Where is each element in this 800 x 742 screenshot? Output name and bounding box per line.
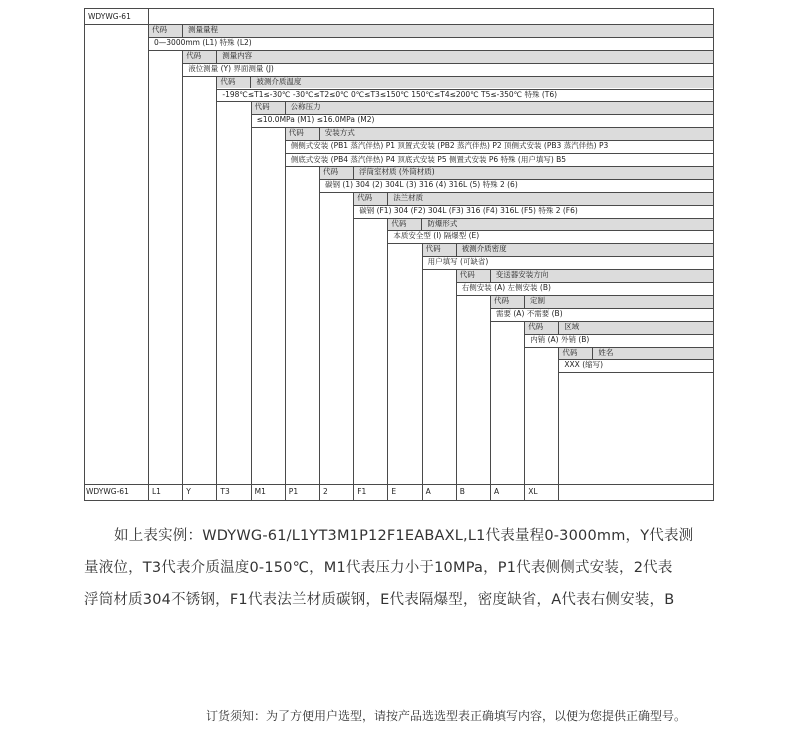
level-title: 变送器安装方向 — [495, 270, 549, 280]
code-divider — [387, 192, 388, 205]
example-notes — [84, 520, 724, 616]
level-title: 测量量程 — [188, 25, 218, 34]
note-line-1: 如上表实例：WDYWG-61/L1YT3M1P12F1EABAXL,L1代表量程0-3000mm，Y代表测 — [114, 528, 694, 544]
level-title: 被测介质温度 — [256, 76, 302, 86]
level-title: 姓名 — [598, 347, 614, 357]
column-rule — [422, 243, 423, 500]
level-title: 安装方式 — [324, 128, 355, 138]
level-title: 区域 — [564, 321, 580, 331]
code-divider — [456, 243, 457, 256]
level-options-2: 侧底式安装 (PB4 蒸汽伴热) P4 顶底式安装 P5 侧置式安装 P6 特殊 (用户填写) B5 — [290, 155, 567, 164]
example-code: XL — [528, 487, 538, 496]
example-code: E — [391, 487, 397, 496]
example-code: A — [494, 487, 500, 496]
code-divider — [319, 127, 320, 140]
frame-left — [84, 8, 85, 500]
code-header: 代码 — [494, 295, 509, 305]
header-shade — [149, 25, 713, 37]
level-options: ≤10.0MPa (M1) ≤16.0MPa (M2) — [256, 115, 375, 125]
code-header: 代码 — [391, 218, 407, 228]
code-header: 代码 — [186, 50, 202, 60]
model-title: WDYWG-61 — [88, 12, 131, 21]
level-options: 碳钢 (1) 304 (2) 304L (3) 316 (4) 316L (5) 特殊 2 (6) — [325, 179, 518, 189]
example-row-rule — [84, 484, 713, 485]
example-code: A — [425, 487, 431, 496]
header-shade — [525, 322, 713, 334]
code-divider — [524, 295, 525, 308]
level-options: 内销 (A) 外销 (B) — [530, 334, 590, 344]
level-options: 液位测量 (Y) 界面测量 (J) — [188, 63, 274, 73]
level-title: 定制 — [530, 295, 545, 305]
header-shade — [559, 348, 713, 360]
options-rule — [558, 372, 713, 373]
example-code: F1 — [357, 487, 367, 496]
example-code: M1 — [254, 487, 266, 496]
code-divider — [182, 24, 183, 37]
code-divider — [490, 269, 491, 282]
code-header: 代码 — [562, 347, 578, 357]
column-rule — [148, 24, 149, 500]
frame-right — [713, 8, 714, 500]
code-header: 代码 — [357, 192, 373, 202]
title-divider — [148, 8, 149, 24]
column-rule — [387, 218, 388, 501]
code-divider — [421, 218, 422, 231]
code-divider — [250, 76, 251, 89]
code-divider — [353, 166, 354, 179]
code-header: 代码 — [459, 270, 475, 280]
example-code: Y — [186, 487, 191, 496]
code-header: 代码 — [528, 321, 544, 331]
level-title: 公称压力 — [290, 102, 321, 112]
level-options: 0—3000mm (L1) 特殊 (L2) — [154, 37, 252, 47]
level-options: 本质安全型 (I) 隔爆型 (E) — [393, 231, 480, 241]
level-title: 法兰材质 — [393, 192, 424, 202]
frame-top — [84, 8, 713, 9]
level-options: XXX (缩写) — [564, 360, 604, 370]
level-title: 测量内容 — [222, 50, 253, 60]
header-shade — [252, 102, 713, 114]
column-rule — [558, 347, 559, 501]
note-line-3: 浮筒材质304不锈钢，F1代表法兰材质碳钢，E代表隔爆型，密度缺省，A代表右侧安装，B — [84, 592, 675, 608]
code-header: 代码 — [425, 244, 441, 254]
level-options: 侧侧式安装 (PB1 蒸汽伴热) P1 顶置式安装 (PB2 蒸汽伴热) P2 顶侧式安装 (PB3 蒸汽伴热) P3 — [290, 141, 609, 151]
code-divider — [558, 321, 559, 334]
level-options: 右侧安装 (A) 左侧安装 (B) — [461, 283, 551, 292]
level-title: 浮筒室材质 (外筒材质) — [359, 166, 435, 176]
column-rule — [251, 101, 252, 500]
level-options: 碳钢 (F1) 304 (F2) 304L (F3) 316 (F4) 316L (F5) 特殊 2 (F6) — [359, 205, 578, 215]
frame-bottom — [84, 500, 714, 501]
column-rule — [216, 76, 217, 500]
column-rule — [319, 166, 320, 500]
note-line-2: 量液位，T3代表介质温度0-150℃，M1代表压力小于10MPa，P1代表侧侧式安装，2代表 — [84, 560, 673, 576]
column-rule — [353, 192, 354, 500]
code-header: 代码 — [323, 166, 338, 176]
example-model: WDYWG-61 — [86, 487, 129, 496]
column-rule — [490, 295, 491, 500]
level-options: -198℃≤T1≤-30℃ -30℃≤T2≤0℃ 0℃≤T3≤150℃ 150℃≤T4≤200℃ T5≤-350℃ 特殊 (T6) — [222, 89, 558, 99]
code-header: 代码 — [220, 76, 236, 86]
header-shade — [183, 51, 713, 63]
example-code: T3 — [220, 487, 230, 496]
column-rule — [524, 321, 525, 500]
level-options: 需要 (A) 不需要 (B) — [496, 308, 563, 318]
code-divider — [592, 347, 593, 360]
level-title: 防爆形式 — [427, 218, 458, 228]
column-rule — [285, 127, 286, 500]
code-header: 代码 — [152, 25, 167, 34]
level-title: 被测介质密度 — [461, 244, 507, 254]
example-code: 2 — [323, 487, 328, 496]
level-options: 用户填写 (可缺省) — [427, 257, 489, 267]
code-header: 代码 — [288, 128, 304, 138]
order-notice: 订货须知：为了方便用户选型，请按产品选选型表正确填写内容，以便为您提供正确型号。 — [206, 709, 687, 723]
example-code: B — [459, 487, 465, 496]
code-divider — [216, 50, 217, 63]
column-rule — [182, 50, 183, 500]
code-header: 代码 — [254, 102, 270, 112]
example-code: P1 — [288, 487, 299, 496]
example-code: L1 — [152, 487, 161, 496]
column-rule — [456, 269, 457, 500]
code-divider — [285, 101, 286, 114]
